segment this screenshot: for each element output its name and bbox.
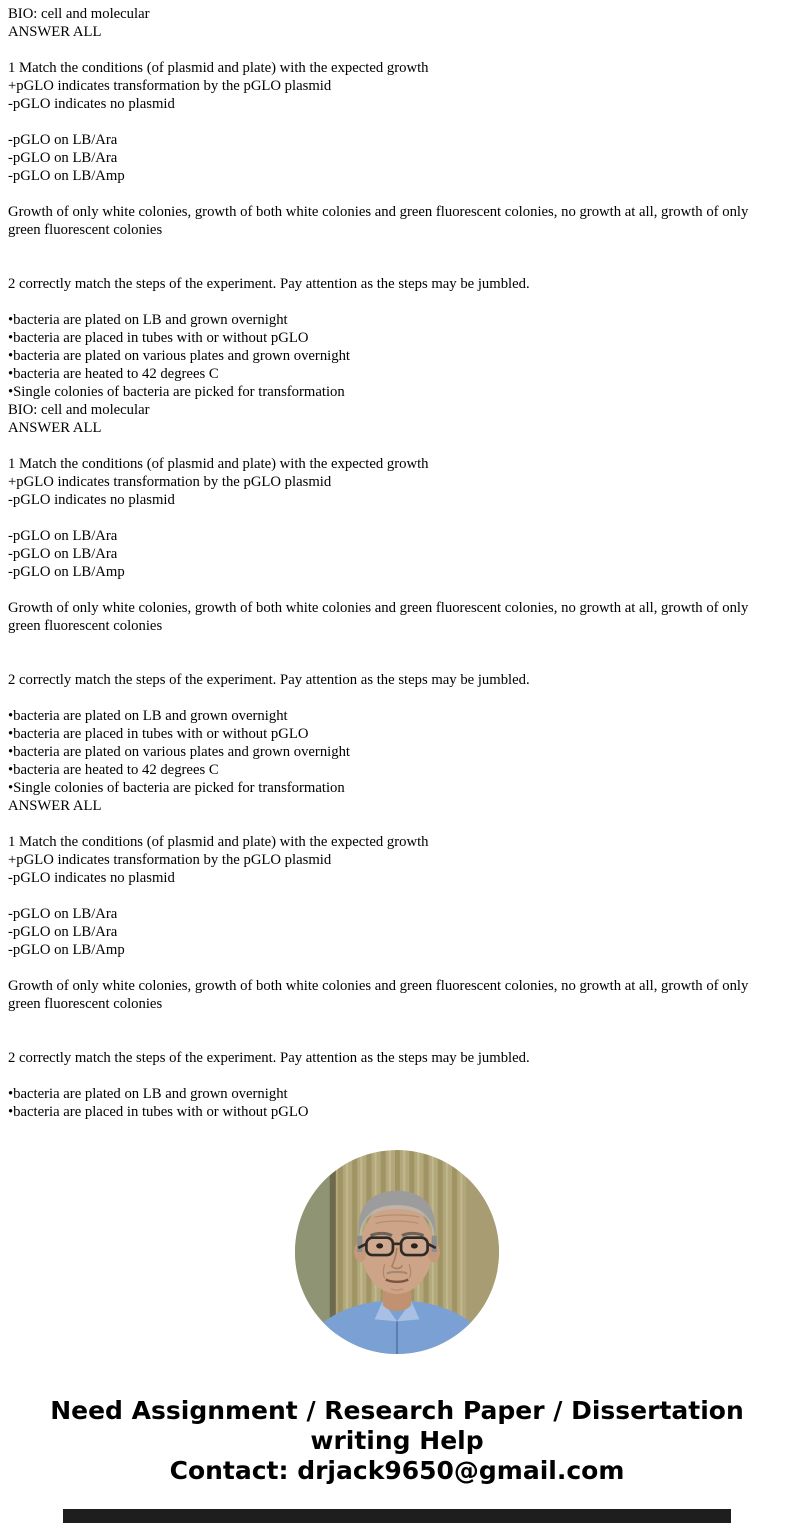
text-line: 1 Match the conditions (of plasmid and plate) with the expected growth [8, 834, 429, 850]
text-line [8, 1031, 784, 1049]
text-line: 1 Match the conditions (of plasmid and plate) with the expected growth [8, 60, 429, 76]
text-line: -pGLO on LB/Ara [8, 906, 118, 922]
text-line: Growth of only white colonies, growth of both white colonies and green fluorescent colonies, no growth at all, growth of only green fluorescent colonies [8, 978, 753, 1012]
assignment-block-1 [8, 5, 784, 401]
text-line: -pGLO on LB/Ara [8, 132, 118, 148]
text-line: -pGLO indicates no plasmid [8, 96, 175, 112]
text-line: ANSWER ALL [8, 420, 102, 436]
text-line [8, 887, 784, 905]
text-line: •bacteria are placed in tubes with or without pGLO [8, 1104, 309, 1120]
text-line: •bacteria are heated to 42 degrees C [8, 366, 219, 382]
text-line [8, 581, 784, 599]
text-line: •bacteria are heated to 42 degrees C [8, 762, 219, 778]
text-line [8, 689, 784, 707]
text-line: +pGLO indicates transformation by the pGLO plasmid [8, 78, 332, 94]
text-line: •bacteria are plated on LB and grown overnight [8, 312, 288, 328]
document-text [8, 5, 784, 1121]
text-line: ANSWER ALL [8, 24, 102, 40]
text-line: -pGLO indicates no plasmid [8, 492, 175, 508]
text-line [8, 185, 784, 203]
bottom-bar [63, 1509, 731, 1523]
text-line [8, 437, 784, 455]
text-line [8, 257, 784, 275]
text-line: +pGLO indicates transformation by the pGLO plasmid [8, 852, 332, 868]
text-line: +pGLO indicates transformation by the pGLO plasmid [8, 474, 332, 490]
text-line: Growth of only white colonies, growth of both white colonies and green fluorescent colonies, no growth at all, growth of only green fluorescent colonies [8, 204, 753, 238]
text-line: ANSWER ALL [8, 798, 102, 814]
text-line: •bacteria are plated on various plates and grown overnight [8, 348, 351, 364]
text-line: •bacteria are plated on various plates and grown overnight [8, 744, 351, 760]
text-line [8, 653, 784, 671]
text-line [8, 239, 784, 257]
text-line: •Single colonies of bacteria are picked for transformation [8, 384, 345, 400]
text-line [8, 113, 784, 131]
assignment-block-2 [8, 401, 784, 797]
text-line [8, 815, 784, 833]
text-line: -pGLO on LB/Ara [8, 546, 118, 562]
text-line: -pGLO indicates no plasmid [8, 870, 175, 886]
text-line: 2 correctly match the steps of the experiment. Pay attention as the steps may be jumbled. [8, 1050, 530, 1066]
text-line: •bacteria are plated on LB and grown overnight [8, 1086, 288, 1102]
footer-heading-line-2: writing Help [310, 1426, 484, 1455]
text-line: -pGLO on LB/Amp [8, 168, 125, 184]
footer-contact: Contact: drjack9650@gmail.com [169, 1456, 625, 1485]
text-line: -pGLO on LB/Amp [8, 942, 125, 958]
text-line: 2 correctly match the steps of the experiment. Pay attention as the steps may be jumbled. [8, 276, 530, 292]
text-line: BIO: cell and molecular [8, 402, 150, 418]
text-line: •bacteria are placed in tubes with or without pGLO [8, 330, 309, 346]
tutor-photo-image [295, 1150, 499, 1354]
text-line [8, 635, 784, 653]
text-line: -pGLO on LB/Amp [8, 564, 125, 580]
footer-promo [0, 1396, 794, 1486]
text-line: BIO: cell and molecular [8, 6, 150, 22]
text-line: -pGLO on LB/Ara [8, 528, 118, 544]
tutor-photo [295, 1150, 499, 1354]
footer-heading-line-1: Need Assignment / Research Paper / Dissertation [50, 1396, 744, 1425]
text-line [8, 293, 784, 311]
text-line: Growth of only white colonies, growth of both white colonies and green fluorescent colonies, no growth at all, growth of only green fluorescent colonies [8, 600, 753, 634]
text-line: 2 correctly match the steps of the experiment. Pay attention as the steps may be jumbled. [8, 672, 530, 688]
text-line [8, 959, 784, 977]
text-line: •Single colonies of bacteria are picked for transformation [8, 780, 345, 796]
text-line [8, 1067, 784, 1085]
text-line: 1 Match the conditions (of plasmid and plate) with the expected growth [8, 456, 429, 472]
text-line [8, 1013, 784, 1031]
text-line: -pGLO on LB/Ara [8, 150, 118, 166]
text-line: -pGLO on LB/Ara [8, 924, 118, 940]
assignment-block-3 [8, 797, 784, 1121]
text-line [8, 41, 784, 59]
text-line: •bacteria are placed in tubes with or without pGLO [8, 726, 309, 742]
text-line [8, 509, 784, 527]
text-line: •bacteria are plated on LB and grown overnight [8, 708, 288, 724]
